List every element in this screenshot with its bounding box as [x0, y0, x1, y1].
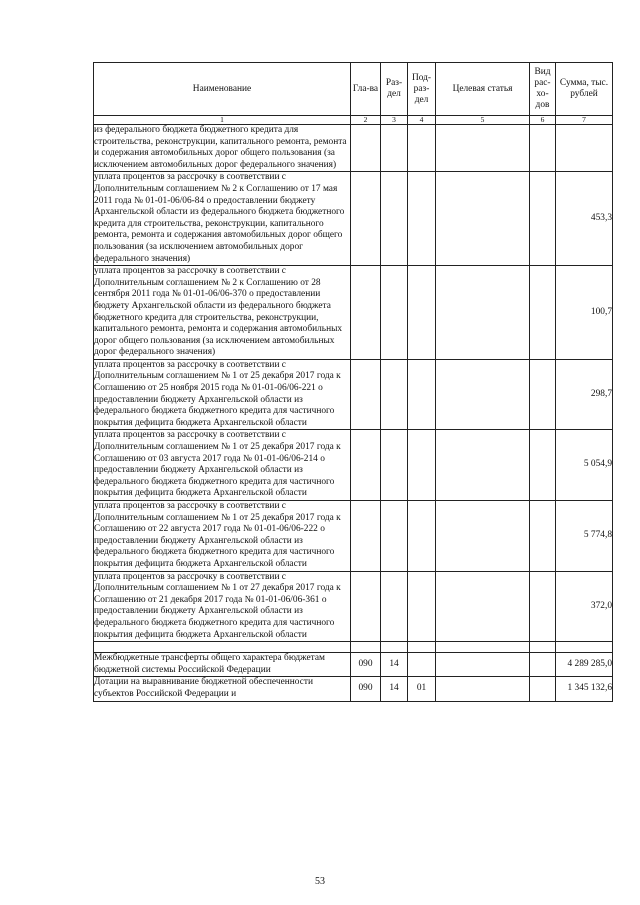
- row-sum: 100,7: [556, 266, 613, 360]
- row-expense-type: [530, 125, 556, 172]
- spacer-cell: [408, 642, 436, 653]
- row-target-article: [436, 172, 530, 266]
- header-podrazdel: Под-раз-дел: [408, 63, 436, 116]
- row-glava: [351, 430, 381, 501]
- row-podrazdel: [408, 501, 436, 572]
- row-sum: 5 774,8: [556, 501, 613, 572]
- column-number: 1: [94, 116, 351, 125]
- row-sum: 4 289 285,0: [556, 653, 613, 677]
- table-row: [94, 266, 613, 360]
- table-row: [94, 677, 613, 701]
- row-target-article: [436, 677, 530, 701]
- row-podrazdel: [408, 266, 436, 360]
- header-expense-type: Вид рас-хо-дов: [530, 63, 556, 116]
- row-name: уплата процентов за рассрочку в соответствии с Дополнительным соглашением № 1 от 25 декабря 2017 года к Соглашению от 25 ноября 2015 года № 01-01-06/06-221 о предоставлении бюджету Архангельской области из федерального бюджета бюджетного кредита для частичного покрытия дефицита бюджета Архангельской области: [94, 359, 351, 430]
- row-name: Межбюджетные трансферты общего характера бюджетам бюджетной системы Российской Федерации: [94, 653, 351, 677]
- row-expense-type: [530, 266, 556, 360]
- row-expense-type: [530, 571, 556, 642]
- spacer-cell: [436, 642, 530, 653]
- row-name: из федерального бюджета бюджетного кредита для строительства, реконструкции, капитального ремонта, ремонта и содержания автомобильных дорог общего пользования (за исключением автомобильных дорог федерального значения): [94, 125, 351, 172]
- row-razdel: 14: [381, 677, 408, 701]
- row-glava: [351, 501, 381, 572]
- header-razdel: Раз-дел: [381, 63, 408, 116]
- row-expense-type: [530, 653, 556, 677]
- column-number: 6: [530, 116, 556, 125]
- row-target-article: [436, 266, 530, 360]
- row-glava: 090: [351, 653, 381, 677]
- row-expense-type: [530, 430, 556, 501]
- table-row: [94, 430, 613, 501]
- row-name: уплата процентов за рассрочку в соответствии с Дополнительным соглашением № 1 от 25 декабря 2017 года к Соглашению от 03 августа 2017 года № 01-01-06/06-214 о предоставлении бюджету Архангельской области из федерального бюджета бюджетного кредита для частичного покрытия дефицита бюджета Архангельской области: [94, 430, 351, 501]
- row-expense-type: [530, 501, 556, 572]
- table-row: [94, 172, 613, 266]
- spacer-cell: [351, 642, 381, 653]
- row-razdel: [381, 571, 408, 642]
- page-number: 53: [315, 876, 325, 887]
- table-row: [94, 359, 613, 430]
- row-expense-type: [530, 677, 556, 701]
- row-name: уплата процентов за рассрочку в соответствии с Дополнительным соглашением № 2 к Соглашению от 28 сентября 2011 года № 01-01-06/06-370 о предоставлении бюджету Архангельской области из федерального бюджета бюджетного кредита для строительства, реконструкции, капитального ремонта, ремонта и содержания автомобильных дорог общего пользования (за исключением автомобильных дорог федерального значения): [94, 266, 351, 360]
- table-header-row: [94, 63, 613, 116]
- row-sum: 372,0: [556, 571, 613, 642]
- column-number: 7: [556, 116, 613, 125]
- row-razdel: [381, 501, 408, 572]
- row-glava: [351, 571, 381, 642]
- row-podrazdel: [408, 653, 436, 677]
- row-razdel: 14: [381, 653, 408, 677]
- row-razdel: [381, 359, 408, 430]
- spacer-cell: [530, 642, 556, 653]
- header-sum: Сумма, тыс. рублей: [556, 63, 613, 116]
- row-razdel: [381, 430, 408, 501]
- column-number: 4: [408, 116, 436, 125]
- header-target-article: Целевая статья: [436, 63, 530, 116]
- row-podrazdel: [408, 172, 436, 266]
- column-number-row: [94, 116, 613, 125]
- column-number: 2: [351, 116, 381, 125]
- row-podrazdel: [408, 125, 436, 172]
- column-number: 5: [436, 116, 530, 125]
- row-name: уплата процентов за рассрочку в соответствии с Дополнительным соглашением № 1 от 27 декабря 2017 года к Соглашению от 21 декабря 2017 года № 01-01-06/06-361 о предоставлении бюджету Архангельской области из федерального бюджета бюджетного кредита для частичного покрытия дефицита бюджета Архангельской области: [94, 571, 351, 642]
- table-row: [94, 571, 613, 642]
- table-row: [94, 125, 613, 172]
- row-sum: 1 345 132,6: [556, 677, 613, 701]
- row-sum: 453,3: [556, 172, 613, 266]
- spacer-row: [94, 642, 613, 653]
- row-expense-type: [530, 359, 556, 430]
- row-razdel: [381, 172, 408, 266]
- row-podrazdel: [408, 571, 436, 642]
- row-podrazdel: [408, 430, 436, 501]
- row-podrazdel: [408, 359, 436, 430]
- column-number: 3: [381, 116, 408, 125]
- spacer-cell: [381, 642, 408, 653]
- row-sum: [556, 125, 613, 172]
- row-target-article: [436, 653, 530, 677]
- spacer-cell: [94, 642, 351, 653]
- row-glava: [351, 266, 381, 360]
- row-razdel: [381, 266, 408, 360]
- spacer-cell: [556, 642, 613, 653]
- row-name: уплата процентов за рассрочку в соответствии с Дополнительным соглашением № 1 от 25 декабря 2017 года к Соглашению от 22 августа 2017 года № 01-01-06/06-222 о предоставлении бюджету Архангельской области из федерального бюджета бюджетного кредита для частичного покрытия дефицита бюджета Архангельской области: [94, 501, 351, 572]
- row-glava: [351, 172, 381, 266]
- header-glava: Гла-ва: [351, 63, 381, 116]
- row-podrazdel: 01: [408, 677, 436, 701]
- row-expense-type: [530, 172, 556, 266]
- table-row: [94, 653, 613, 677]
- row-target-article: [436, 125, 530, 172]
- row-sum: 5 054,9: [556, 430, 613, 501]
- budget-table: [93, 62, 613, 702]
- row-target-article: [436, 571, 530, 642]
- table-row: [94, 501, 613, 572]
- row-target-article: [436, 430, 530, 501]
- row-glava: [351, 359, 381, 430]
- row-target-article: [436, 359, 530, 430]
- row-glava: 090: [351, 677, 381, 701]
- row-glava: [351, 125, 381, 172]
- row-name: Дотации на выравнивание бюджетной обеспеченности субъектов Российской Федерации и: [94, 677, 351, 701]
- header-name: Наименование: [94, 63, 351, 116]
- row-target-article: [436, 501, 530, 572]
- row-razdel: [381, 125, 408, 172]
- row-sum: 298,7: [556, 359, 613, 430]
- row-name: уплата процентов за рассрочку в соответствии с Дополнительным соглашением № 2 к Соглашению от 17 мая 2011 года № 01-01-06/06-84 о предоставлении бюджету Архангельской области из федерального бюджета бюджетного кредита для строительства, реконструкции, капитального ремонта, ремонта и содержания автомобильных дорог общего пользования (за исключением автомобильных дорог федерального значения): [94, 172, 351, 266]
